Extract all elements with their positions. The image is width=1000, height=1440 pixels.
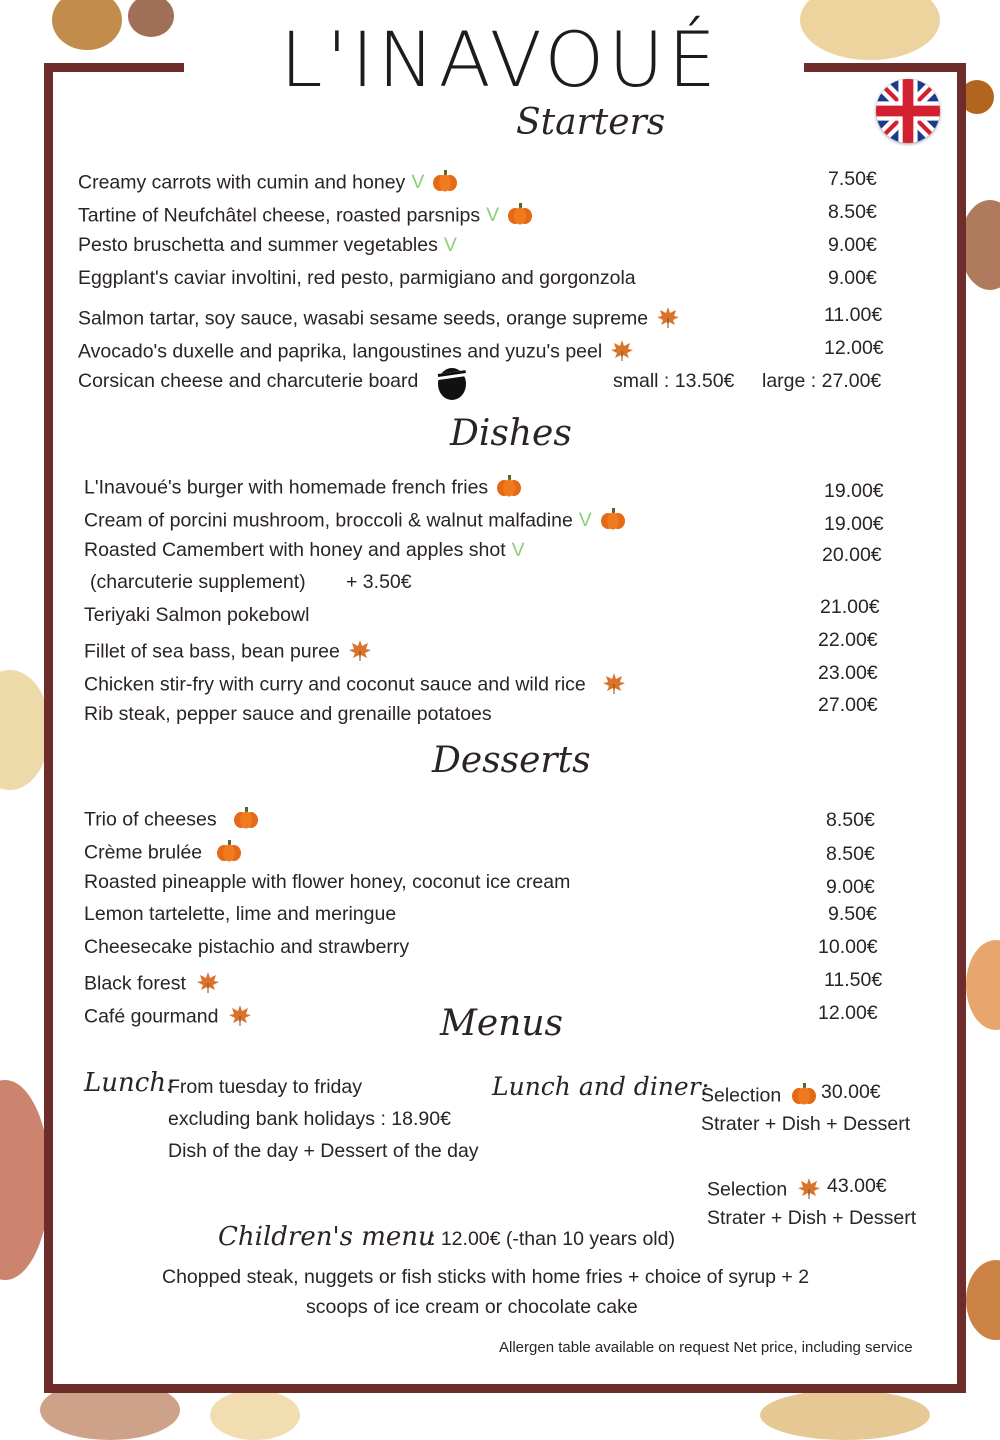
dessert-item xyxy=(84,905,396,925)
maple-leaf-icon xyxy=(602,672,626,699)
item-name: Creamy carrots with cumin and honey xyxy=(78,171,406,194)
hazelnut-decoration xyxy=(52,0,122,50)
corsican-head-icon xyxy=(434,362,470,402)
dessert-item xyxy=(84,840,242,867)
vegetarian-badge: V xyxy=(511,539,525,561)
pumpkin-icon xyxy=(791,1083,817,1110)
selection-price: 43.00€ xyxy=(827,1175,887,1197)
supplement-price: + 3.50€ xyxy=(346,571,412,593)
pumpkin-icon xyxy=(233,807,259,834)
vegetarian-badge: V xyxy=(578,509,592,532)
lunch-label: Lunch: xyxy=(84,1068,175,1098)
dish-item xyxy=(84,639,372,666)
leaf-decoration xyxy=(966,940,1000,1030)
item-price: 12.00€ xyxy=(824,337,884,359)
maple-leaf-icon xyxy=(656,306,680,333)
selection-detail: Strater + Dish + Dessert xyxy=(707,1207,917,1229)
uk-flag-icon[interactable] xyxy=(876,79,940,143)
children-menu-price: : 12.00€ (-than 10 years old) xyxy=(430,1228,675,1250)
selection-label: Selection xyxy=(707,1177,821,1204)
pear-decoration xyxy=(760,1390,930,1440)
dessert-item xyxy=(84,807,259,834)
item-price: 8.50€ xyxy=(828,201,877,223)
pumpkin-icon xyxy=(432,170,458,197)
footer-note: Allergen table available on request Net price, including service xyxy=(499,1339,913,1356)
item-price: 9.00€ xyxy=(828,234,877,256)
maple-leaf-icon xyxy=(797,1177,821,1204)
starter-item xyxy=(78,203,533,230)
dessert-item xyxy=(84,1004,252,1031)
item-price: 10.00€ xyxy=(818,936,878,958)
item-price: 9.50€ xyxy=(828,903,877,925)
item-name: Chicken stir-fry with curry and coconut sauce and wild rice xyxy=(84,673,586,696)
vegetarian-badge: V xyxy=(486,204,500,227)
starter-item xyxy=(78,236,457,256)
section-title-menus: Menus xyxy=(440,1003,564,1044)
nut-decoration xyxy=(128,0,174,37)
item-price: 12.00€ xyxy=(818,1002,878,1024)
selection-label: Selection xyxy=(701,1083,817,1110)
section-title-starters: Starters xyxy=(516,102,666,143)
item-name: Fillet of sea bass, bean puree xyxy=(84,640,340,663)
item-name: Roasted pineapple with flower honey, coconut ice cream xyxy=(84,871,571,893)
item-name: Rib steak, pepper sauce and grenaille potatoes xyxy=(84,703,492,725)
board-item xyxy=(78,372,418,392)
lunch-days: From tuesday to friday xyxy=(168,1076,362,1098)
item-name: L'Inavoué's burger with homemade french fries xyxy=(84,476,489,499)
item-price: 7.50€ xyxy=(828,168,877,190)
item-price: 11.50€ xyxy=(824,969,883,991)
board-large-price: large : 27.00€ xyxy=(762,370,882,392)
lunch-content: Dish of the day + Dessert of the day xyxy=(168,1140,479,1162)
item-name: Cream of porcini mushroom, broccoli & walnut malfadine xyxy=(84,509,573,532)
pumpkin-icon xyxy=(216,840,242,867)
vegetarian-badge: V xyxy=(411,171,425,194)
vegetarian-badge: V xyxy=(443,234,457,256)
starter-item xyxy=(78,269,636,289)
item-name: Salmon tartar, soy sauce, wasabi sesame seeds, orange supreme xyxy=(78,307,649,330)
dish-item xyxy=(84,672,626,699)
maple-leaf-icon xyxy=(228,1004,252,1031)
board-small-price: small : 13.50€ xyxy=(613,370,735,392)
item-name: Tartine of Neufchâtel cheese, roasted parsnips xyxy=(78,204,481,227)
pear-decoration xyxy=(210,1390,300,1440)
item-name: Corsican cheese and charcuterie board xyxy=(78,370,419,392)
maple-leaf-icon xyxy=(196,971,220,998)
pear-decoration xyxy=(0,670,50,790)
starter-item xyxy=(78,306,680,333)
dish-item xyxy=(84,705,492,725)
item-name: Cheesecake pistachio and strawberry xyxy=(84,936,410,958)
restaurant-logo: L'INAVOUÉ xyxy=(280,15,720,104)
children-menu-content: Chopped steak, nuggets or fish sticks with home fries + choice of syrup + 2 xyxy=(162,1266,810,1288)
item-price: 8.50€ xyxy=(826,843,875,865)
item-name: Eggplant's caviar involtini, red pesto, parmigiano and gorgonzola xyxy=(78,267,636,289)
selection-price: 30.00€ xyxy=(821,1081,881,1103)
item-name: Black forest xyxy=(84,972,186,995)
children-menu-label: Children's menu xyxy=(218,1222,435,1252)
dessert-item xyxy=(84,873,570,893)
item-price: 9.00€ xyxy=(828,267,877,289)
children-menu-content: scoops of ice cream or chocolate cake xyxy=(306,1296,638,1318)
selection-detail: Strater + Dish + Dessert xyxy=(701,1113,911,1135)
pear-decoration xyxy=(800,0,940,60)
item-price: 8.50€ xyxy=(826,809,875,831)
lunch-price: excluding bank holidays : 18.90€ xyxy=(168,1108,451,1130)
nut-decoration xyxy=(960,200,1000,290)
item-name: Café gourmand xyxy=(84,1005,219,1028)
item-name: Lemon tartelette, lime and meringue xyxy=(84,903,397,925)
leaf-decoration xyxy=(966,1260,1000,1340)
leaf-decoration xyxy=(0,1080,50,1280)
item-price: 21.00€ xyxy=(820,596,880,618)
maple-leaf-icon xyxy=(348,639,372,666)
item-price: 11.00€ xyxy=(824,304,883,326)
section-title-desserts: Desserts xyxy=(432,740,591,781)
dish-item xyxy=(84,475,522,502)
supplement-label: (charcuterie supplement) xyxy=(90,571,306,593)
item-price: 19.00€ xyxy=(824,480,884,502)
dish-item xyxy=(84,541,525,561)
item-name: Crème brulée xyxy=(84,841,203,864)
dessert-item xyxy=(84,938,409,958)
item-price: 27.00€ xyxy=(818,694,878,716)
dessert-item xyxy=(84,971,220,998)
dish-item xyxy=(84,606,309,626)
dish-item xyxy=(84,508,626,535)
pumpkin-icon xyxy=(507,203,533,230)
item-name: Pesto bruschetta and summer vegetables xyxy=(78,234,438,256)
starter-item xyxy=(78,339,634,366)
item-price: 23.00€ xyxy=(818,662,878,684)
lunch-dinner-label: Lunch and diner: xyxy=(492,1072,710,1101)
item-name: Roasted Camembert with honey and apples shot xyxy=(84,539,506,561)
pumpkin-icon xyxy=(496,475,522,502)
item-price: 19.00€ xyxy=(824,513,884,535)
item-name: Trio of cheeses xyxy=(84,808,217,831)
item-price: 9.00€ xyxy=(826,876,875,898)
section-title-dishes: Dishes xyxy=(450,413,572,454)
pumpkin-icon xyxy=(600,508,626,535)
maple-leaf-icon xyxy=(610,339,634,366)
item-price: 22.00€ xyxy=(818,629,878,651)
starter-item xyxy=(78,170,458,197)
item-name: Teriyaki Salmon pokebowl xyxy=(84,604,310,626)
item-price: 20.00€ xyxy=(822,544,882,566)
item-name: Avocado's duxelle and paprika, langoustines and yuzu's peel xyxy=(78,340,603,363)
